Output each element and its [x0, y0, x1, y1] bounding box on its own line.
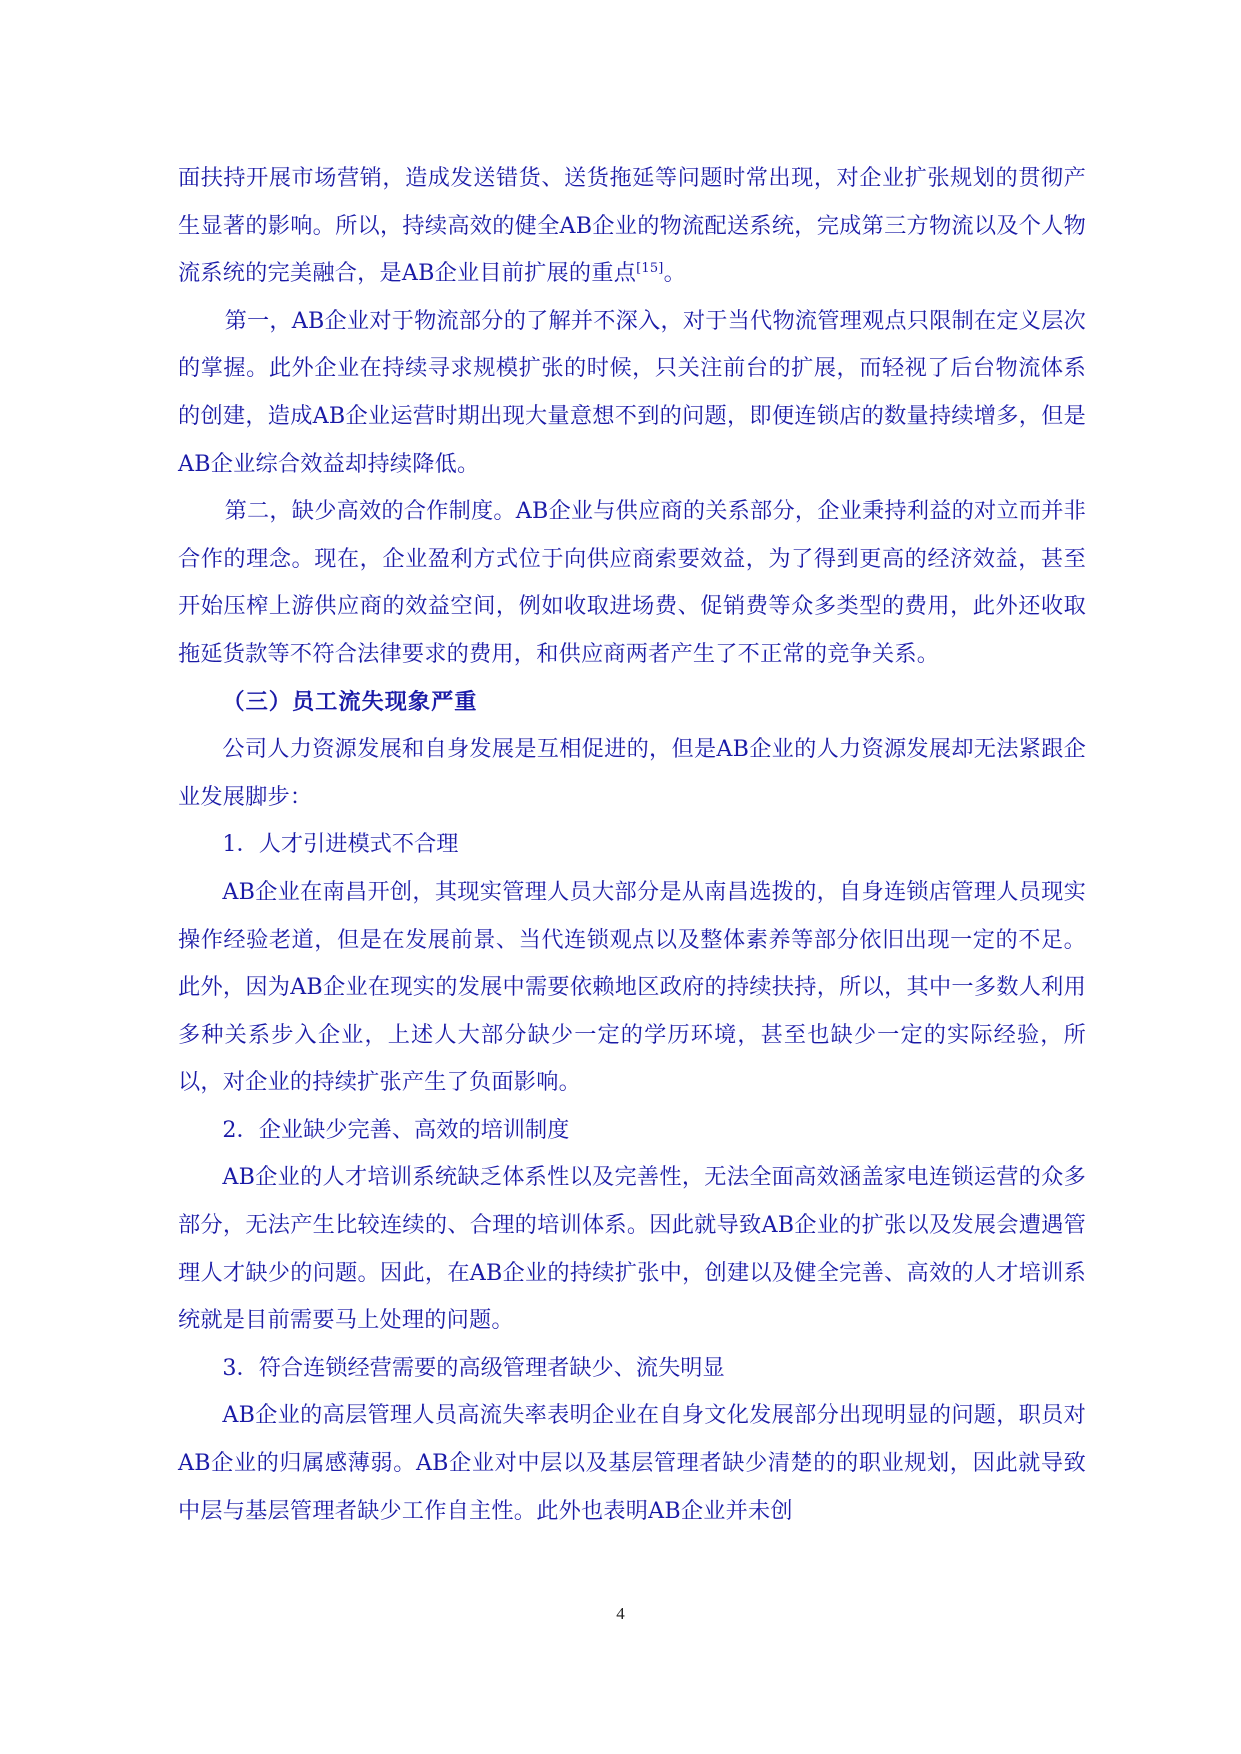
paragraph-talent-introduction: AB企业在南昌开创，其现实管理人员大部分是从南昌选拨的，自身连锁店管理人员现实操作经验老道，但是在发展前景、当代连锁观点以及整体素养等部分依旧出现一定的不足。此外，因为AB企业在现实的发展中需要依赖地区政府的持续扶持，所以，其中一多数人利用多种关系步入企业，上述人大部分缺少一定的学历环境，甚至也缺少一定的实际经验，所以，对企业的持续扩张产生了负面影响。: [178, 878, 1086, 1096]
citation-reference: [15]: [636, 261, 664, 277]
body-text: [178, 155, 1086, 1535]
subheading-2: 2．企业缺少完善、高效的培训制度: [222, 1116, 570, 1143]
subheading-3: 3．符合连锁经营需要的高级管理者缺少、流失明显: [222, 1354, 725, 1381]
paragraph-senior-managers: AB企业的高层管理人员高流失率表明企业在自身文化发展部分出现明显的问题，职员对AB企业的归属感薄弱。AB企业对中层以及基层管理者缺少清楚的的职业规划，因此就导致中层与基层管理者缺少工作自主性。此外也表明AB企业并未创: [178, 1402, 1086, 1524]
paragraph-tail: 。: [663, 260, 686, 287]
section-heading: （三）员工流失现象严重: [222, 688, 478, 715]
page-number: 4: [616, 1604, 625, 1623]
paragraph-continuation: [178, 155, 1086, 298]
paragraph-training: AB企业的人才培训系统缺乏体系性以及完善性，无法全面高效涵盖家电连锁运营的众多部分，无法产生比较连续的、合理的培训体系。因此就导致AB企业的扩张以及发展会遭遇管理人才缺少的问题。因此，在AB企业的持续扩张中，创建以及健全完善、高效的人才培训系统就是目前需要马上处理的问题。: [178, 1164, 1086, 1334]
paragraph-text: 面扶持开展市场营销，造成发送错货、送货拖延等问题时常出现，对企业扩张规划的贯彻产生显著的影响。所以，持续高效的健全AB企业的物流配送系统，完成第三方物流以及个人物流系统的完美融合，是AB企业目前扩展的重点: [178, 165, 1086, 287]
paragraph-first-point: 第一，AB企业对于物流部分的了解并不深入，对于当代物流管理观点只限制在定义层次的掌握。此外企业在持续寻求规模扩张的时候，只关注前台的扩展，而轻视了后台物流体系的创建，造成AB企业运营时期出现大量意想不到的问题，即便连锁店的数量持续增多，但是AB企业综合效益却持续降低。: [178, 307, 1086, 477]
paragraph-second-point: 第二，缺少高效的合作制度。AB企业与供应商的关系部分，企业秉持利益的对立而并非合作的理念。现在，企业盈利方式位于向供应商索要效益，为了得到更高的经济效益，甚至开始压榨上游供应商的效益空间，例如收取进场费、促销费等众多类型的费用，此外还收取拖延货款等不符合法律要求的费用，和供应商两者产生了不正常的竞争关系。: [178, 498, 1086, 667]
subheading-1: 1．人才引进模式不合理: [222, 831, 459, 858]
paragraph-intro: 公司人力资源发展和自身发展是互相促进的，但是AB企业的人力资源发展却无法紧跟企业发展脚步：: [178, 736, 1086, 810]
